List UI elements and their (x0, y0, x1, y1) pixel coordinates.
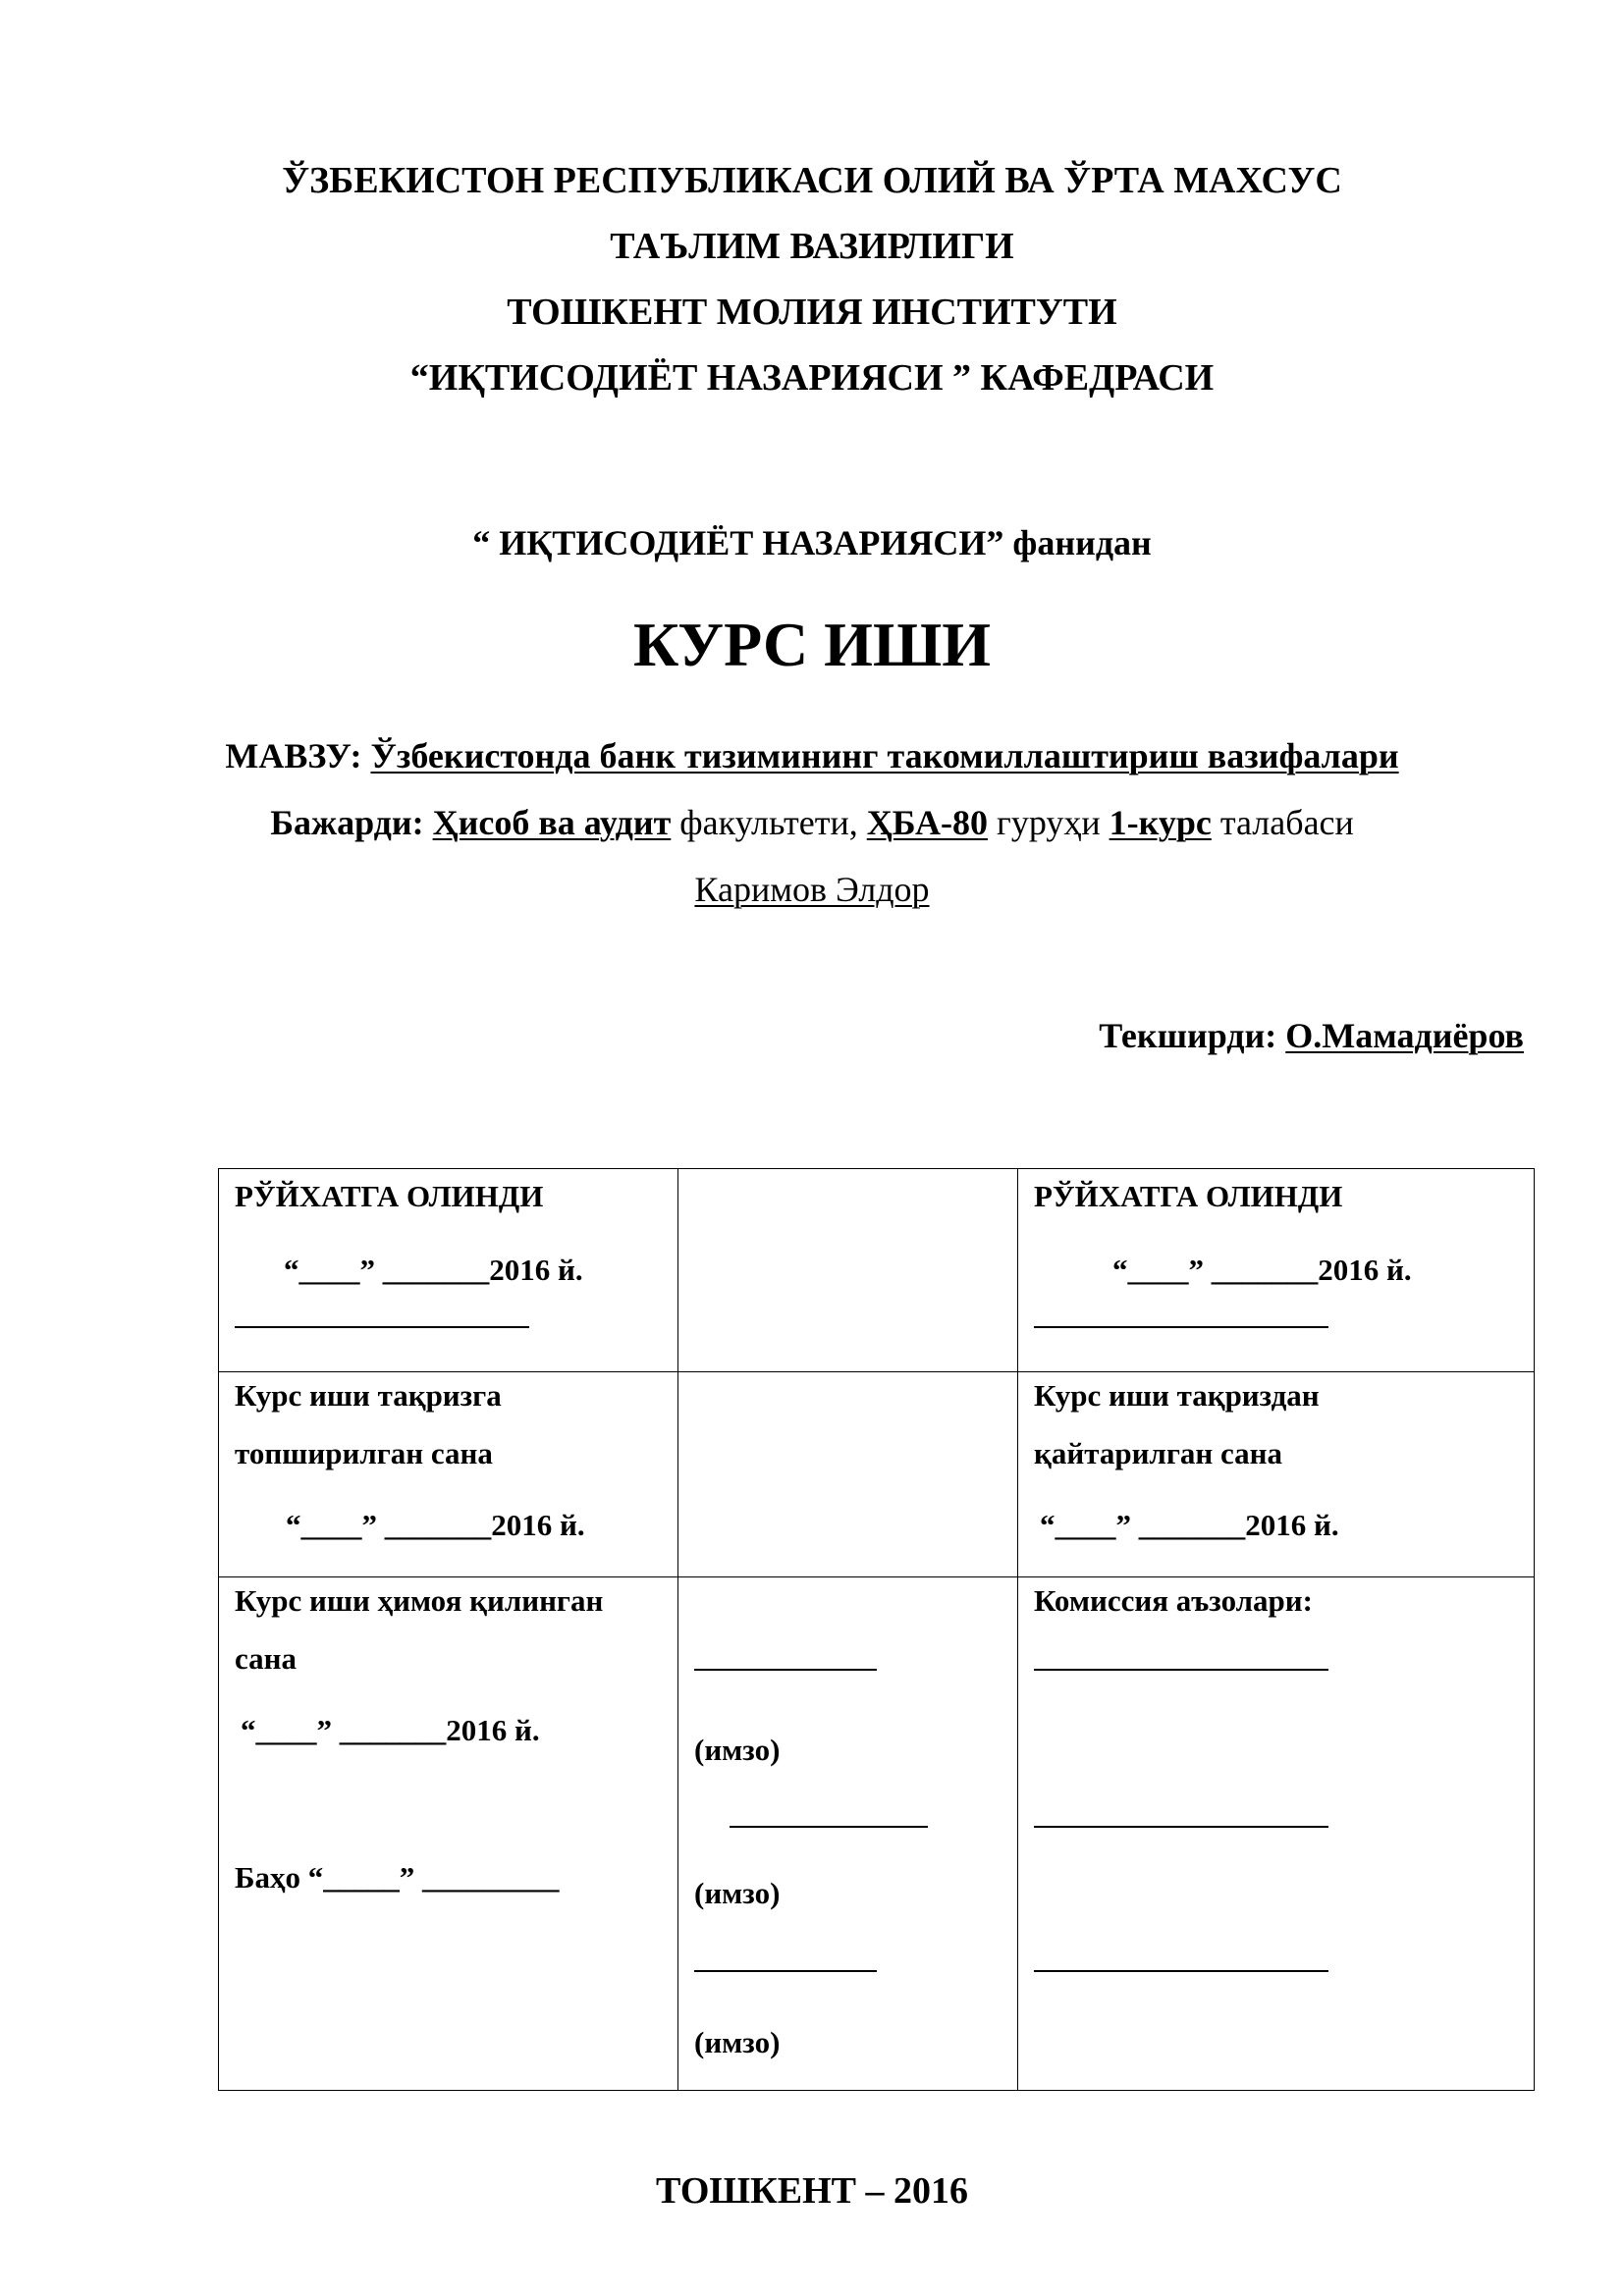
institute-name: ТОШКЕНТ МОЛИЯ ИНСТИТУТИ (507, 292, 1117, 333)
checker-name: О.Мамадиёров (1285, 1016, 1524, 1055)
signature-label-3: (имзо) (694, 2025, 781, 2059)
review-sent-cell (219, 1372, 678, 1577)
commission-line-3 (1034, 1970, 1328, 1972)
review-returned-cell (1018, 1372, 1535, 1577)
review-returned-line-1: Курс иши тақриздан (1034, 1378, 1320, 1413)
subject-line (0, 525, 1624, 561)
defense-line-1: Курс иши ҳимоя қилинган (235, 1583, 604, 1618)
signature-label-2: (имзо) (694, 1876, 781, 1910)
student-name: Каримов Элдор (694, 870, 930, 909)
grade: Баҳо “_____” _________ (235, 1860, 560, 1895)
signatures-cell (678, 1577, 1018, 2091)
commission-line-1 (1034, 1669, 1328, 1671)
commission-line-2 (1034, 1826, 1328, 1828)
reg-right-date: “____” _______2016 й. (1112, 1253, 1412, 1287)
defense-line-2: сана (235, 1641, 297, 1676)
table-row (219, 1577, 1535, 2091)
performer-course-suffix: талабаси (1211, 803, 1354, 842)
reg-left-label: РЎЙХАТГА ОЛИНДИ (235, 1179, 544, 1213)
performer-course: 1-курс (1109, 803, 1212, 842)
signature-line-1 (694, 1669, 877, 1671)
review-sent-date: “____” _______2016 й. (286, 1508, 585, 1542)
performer-faculty: Ҳисоб ва аудит (432, 803, 672, 842)
registration-table (218, 1168, 1535, 2091)
defense-cell (219, 1577, 678, 2091)
subject-suffix: фанидан (1003, 523, 1152, 562)
student-line (0, 872, 1624, 907)
review-middle-cell (678, 1372, 1018, 1577)
table-row (219, 1169, 1535, 1372)
performer-line (0, 805, 1624, 840)
signature-line-2 (730, 1826, 928, 1828)
performer-group: ҲБА-80 (866, 803, 989, 842)
subject-name: “ ИҚТИСОДИЁТ НАЗАРИЯСИ” (472, 523, 1004, 562)
reg-middle-cell (678, 1169, 1018, 1372)
city-year-footer: ТОШКЕНТ – 2016 (656, 2170, 968, 2212)
review-returned-line-2: қайтарилган сана (1034, 1436, 1283, 1470)
performer-label: Бажарди: (270, 803, 433, 842)
commission-label: Комиссия аъзолари: (1034, 1583, 1313, 1618)
review-sent-line-2: топширилган сана (235, 1436, 493, 1470)
performer-faculty-suffix: факультети, (671, 803, 867, 842)
topic-value: Ўзбекистонда банк тизимининг такомиллаштириш вазифалари (370, 736, 1399, 775)
review-returned-date: “____” _______2016 й. (1040, 1508, 1339, 1542)
checker-line (1099, 1018, 1524, 1053)
department-name: “ИҚТИСОДИЁТ НАЗАРИЯСИ ” КАФЕДРАСИ (409, 357, 1215, 399)
reg-right-cell (1018, 1169, 1535, 1372)
topic-label: МАВЗУ: (225, 736, 371, 775)
signature-label-1: (имзо) (694, 1733, 781, 1767)
reg-right-label: РЎЙХАТГА ОЛИНДИ (1034, 1179, 1343, 1213)
reg-left-date: “____” _______2016 й. (284, 1253, 583, 1287)
signature-line-3 (694, 1970, 877, 1972)
reg-left-cell (219, 1169, 678, 1372)
checker-label: Текширди: (1099, 1016, 1286, 1055)
ministry-line-1: ЎЗБЕКИСТОН РЕСПУБЛИКАСИ ОЛИЙ ВА ЎРТА МАХСУС (282, 160, 1342, 201)
document-title: КУРС ИШИ (632, 610, 992, 679)
reg-right-signature-line (1034, 1326, 1328, 1328)
ministry-line-2: ТАЪЛИМ ВАЗИРЛИГИ (610, 226, 1014, 267)
commission-cell (1018, 1577, 1535, 2091)
topic-line (0, 738, 1624, 774)
defense-date: “____” _______2016 й. (241, 1713, 540, 1747)
table-row (219, 1372, 1535, 1577)
reg-left-signature-line (235, 1326, 529, 1328)
performer-group-suffix: гуруҳи (988, 803, 1110, 842)
review-sent-line-1: Курс иши тақризга (235, 1378, 502, 1413)
